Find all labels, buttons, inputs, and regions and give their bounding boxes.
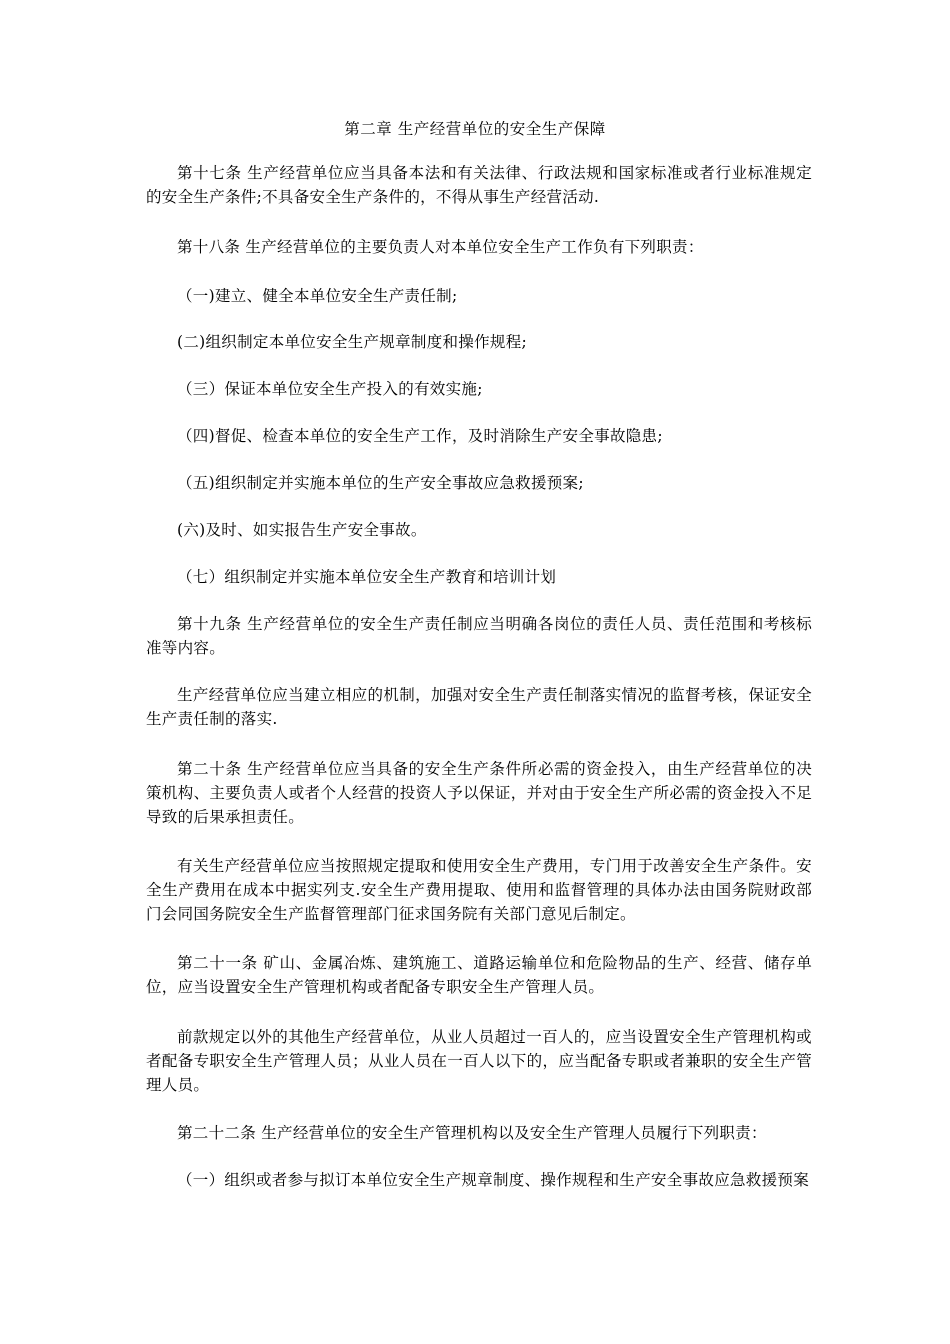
article-18-item-3: （三）保证本单位安全生产投入的有效实施; xyxy=(177,380,483,398)
article-18-item-5: （五)组织制定并实施本单位的生产安全事故应急救援预案; xyxy=(177,474,584,492)
article-21: 第二十一条 矿山、金属冶炼、建筑施工、道路运输单位和危险物品的生产、经营、储存单位，应当设置安全生产管理机构或者配备专职安全生产管理人员。 xyxy=(146,954,812,996)
article-18-item-7: （七）组织制定并实施本单位安全生产教育和培训计划 xyxy=(177,568,557,586)
article-18-item-2: (二)组织制定本单位安全生产规章制度和操作规程; xyxy=(177,333,528,351)
article-17: 第十七条 生产经营单位应当具备本法和有关法律、行政法规和国家标准或者行业标准规定的安全生产条件;不具备安全生产条件的，不得从事生产经营活动. xyxy=(146,164,812,206)
chapter-title: 第二章 生产经营单位的安全生产保障 xyxy=(344,120,606,138)
article-22-item-1: （一）组织或者参与拟订本单位安全生产规章制度、操作规程和生产安全事故应急救援预案 xyxy=(177,1171,810,1189)
article-18-item-6: (六)及时、如实报告生产安全事故。 xyxy=(177,521,427,539)
article-21-para-2: 前款规定以外的其他生产经营单位，从业人员超过一百人的，应当设置安全生产管理机构或者配备专职安全生产管理人员；从业人员在一百人以下的，应当配备专职或者兼职的安全生产管理人员。 xyxy=(146,1028,812,1094)
article-18-item-1: （一)建立、健全本单位安全生产责任制; xyxy=(177,287,458,305)
article-22: 第二十二条 生产经营单位的安全生产管理机构以及安全生产管理人员履行下列职责： xyxy=(177,1124,767,1142)
article-19: 第十九条 生产经营单位的安全生产责任制应当明确各岗位的责任人员、责任范围和考核标准等内容。 xyxy=(146,615,812,657)
article-20: 第二十条 生产经营单位应当具备的安全生产条件所必需的资金投入，由生产经营单位的决策机构、主要负责人或者个人经营的投资人予以保证，并对由于安全生产所必需的资金投入不足导致的后果承担责任。 xyxy=(146,760,812,826)
article-18-item-4: （四)督促、检查本单位的安全生产工作，及时消除生产安全事故隐患; xyxy=(177,427,663,445)
article-18: 第十八条 生产经营单位的主要负责人对本单位安全生产工作负有下列职责： xyxy=(177,238,704,256)
article-20-para-2: 有关生产经营单位应当按照规定提取和使用安全生产费用，专门用于改善安全生产条件。安全生产费用在成本中据实列支.安全生产费用提取、使用和监督管理的具体办法由国务院财政部门会同国务院安全生产监督管理部门征求国务院有关部门意见后制定。 xyxy=(146,857,812,923)
article-19-para-2: 生产经营单位应当建立相应的机制，加强对安全生产责任制落实情况的监督考核，保证安全生产责任制的落实. xyxy=(146,686,812,728)
